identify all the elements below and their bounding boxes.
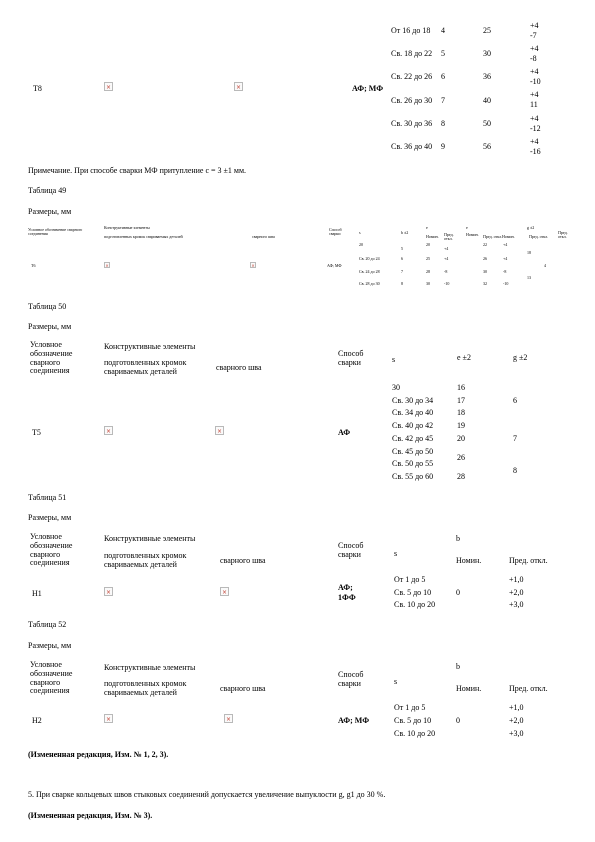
prepared-edges-image: × — [105, 84, 112, 91]
t51-h-b: b — [456, 534, 460, 543]
top-s-1: От 16 до 18 — [391, 26, 431, 35]
t49-b-1: 5 — [401, 246, 403, 251]
t51-h-s: s — [394, 549, 398, 558]
paragraph-5: 5. При сварке кольцевых швов стыковых соединений допускается увеличение выпуклости g, g1 до 30 %. — [28, 790, 386, 799]
top-b-1: 4 — [441, 26, 445, 35]
t49-n-1: 22 — [483, 242, 487, 247]
t50-e-6: 26 — [457, 453, 465, 462]
top-b-2: 5 — [441, 49, 445, 58]
t50-g-1: 6 — [513, 396, 517, 405]
t51-h-weld: сварного шва — [220, 556, 266, 565]
t51-h-method: Способ сварки — [338, 541, 364, 559]
t51-h-designation: Условное обозначение сварного соединения — [30, 532, 73, 568]
t49-b-4: 8 — [401, 281, 403, 286]
t49-s-3: Св. 24 до 28 — [359, 269, 380, 274]
t49-tol-1: +4 — [444, 246, 449, 251]
table-52-title: Таблица 52 — [28, 620, 67, 629]
t49-n-3: 30 — [483, 269, 487, 274]
t50-h-s: s — [392, 355, 396, 364]
t49-b-2: 6 — [401, 256, 403, 261]
t50-e-7: 28 — [457, 472, 465, 481]
top-tol2-2: -8 — [530, 54, 537, 63]
t50-g-3: 8 — [513, 466, 517, 475]
top-e-5: 50 — [483, 119, 491, 128]
table-50-units: Размеры, мм — [28, 322, 72, 331]
t49-h-e: e — [426, 225, 428, 230]
top-tol2-5: -12 — [530, 124, 541, 133]
t49-h-nom1: Номин. — [426, 234, 439, 239]
top-b-6: 9 — [441, 142, 445, 151]
t50-s-2: Св. 30 до 34 — [392, 396, 434, 405]
t49-h-s: s — [359, 230, 361, 235]
t50-h-prepared: подготовленных кромок свариваемых деталей — [104, 358, 187, 376]
t51-prepared-edges-image: × — [105, 589, 112, 596]
table-52-units: Размеры, мм — [28, 641, 72, 650]
t49-m-3: -8 — [503, 269, 507, 274]
top-designation: Т8 — [33, 84, 42, 93]
top-tol1-4: +4 — [530, 90, 539, 99]
t50-e-4: 19 — [457, 421, 465, 430]
t49-s-4: Св. 28 до 30 — [359, 281, 380, 286]
t52-designation: Н2 — [32, 716, 42, 725]
t52-h-b: b — [456, 662, 460, 671]
top-s-6: Св. 36 до 40 — [391, 142, 433, 151]
t51-s-2: Св. 5 до 10 — [394, 588, 432, 597]
t51-designation: Н1 — [32, 589, 42, 598]
t49-h-pred4: Пред. откл. — [558, 230, 568, 240]
t49-s-2: Св. 20 до 24 — [359, 256, 380, 261]
top-b-3: 6 — [441, 72, 445, 81]
t50-g-2: 7 — [513, 434, 517, 443]
t49-m-2: +4 — [503, 256, 508, 261]
t50-s-6: Св. 45 до 50 — [392, 447, 434, 456]
top-tol2-6: -16 — [530, 147, 541, 156]
top-method: АФ; МФ — [352, 84, 384, 93]
t49-e-1: 20 — [426, 242, 430, 247]
t51-h-elements: Конструктивные элементы — [104, 534, 196, 543]
t52-method: АФ; МФ — [338, 716, 370, 725]
t49-h-prepared: подготовленных кромок свариваемых деталей — [104, 234, 183, 239]
t51-h-pred: Пред. откл. — [509, 556, 548, 565]
top-e-3: 36 — [483, 72, 491, 81]
table-51-title: Таблица 51 — [28, 493, 67, 502]
t50-s-4: Св. 40 до 42 — [392, 421, 434, 430]
top-tol1-1: +4 — [530, 21, 539, 30]
t50-prepared-edges-image: × — [105, 428, 112, 435]
t50-weld-seam-image: × — [216, 428, 223, 435]
t51-pred-1: +1,0 — [509, 575, 524, 584]
top-tol2-3: -10 — [530, 77, 541, 86]
t49-e-3: 28 — [426, 269, 430, 274]
top-e-6: 56 — [483, 142, 491, 151]
t49-designation: Т6 — [31, 263, 36, 268]
t49-h-pred1: Пред. откл. — [444, 232, 454, 242]
t50-h-e: e ±2 — [457, 353, 471, 362]
top-tol1-5: +4 — [530, 114, 539, 123]
t49-h-weld: сварного шва — [252, 234, 275, 239]
t49-h-elements: Конструктивные элементы — [104, 225, 150, 230]
t49-weld-seam-image: × — [251, 263, 255, 268]
t52-pred-3: +3,0 — [509, 729, 524, 738]
t49-b-3: 7 — [401, 269, 403, 274]
t50-s-8: Св. 55 до 60 — [392, 472, 434, 481]
t49-method: АФ; МФ — [327, 263, 342, 268]
t50-h-method: Способ сварки — [338, 349, 364, 367]
top-b-5: 8 — [441, 119, 445, 128]
t50-s-3: Св. 34 до 40 — [392, 408, 434, 417]
top-s-3: Св. 22 до 26 — [391, 72, 433, 81]
t49-n-2: 26 — [483, 256, 487, 261]
top-s-2: Св. 18 до 22 — [391, 49, 433, 58]
t52-h-method: Способ сварки — [338, 670, 364, 688]
top-tol1-6: +4 — [530, 137, 539, 146]
top-e-2: 30 — [483, 49, 491, 58]
t49-prepared-edges-image: × — [105, 263, 109, 268]
t52-h-nom: Номин. — [456, 684, 482, 693]
table-49-units: Размеры, мм — [28, 207, 72, 216]
t49-m-4: -10 — [503, 281, 509, 286]
t51-pred-3: +3,0 — [509, 600, 524, 609]
t50-h-g: g ±2 — [513, 353, 528, 362]
t50-h-weld: сварного шва — [216, 363, 262, 372]
note: Примечание. При способе сварки МФ притупление c = 3 ±1 мм. — [28, 166, 247, 175]
t52-h-s: s — [394, 677, 398, 686]
top-s-4: Св. 26 до 30 — [391, 96, 433, 105]
t49-tol-2: +4 — [444, 256, 449, 261]
t52-pred-1: +1,0 — [509, 703, 524, 712]
t49-h-nom3: Номин. — [502, 234, 515, 239]
t49-h-pred3: Пред. откл. — [529, 234, 549, 239]
t49-side-2: 13 — [527, 275, 531, 280]
t50-e-5: 20 — [457, 434, 465, 443]
top-e-4: 40 — [483, 96, 491, 105]
t50-e-3: 18 — [457, 408, 465, 417]
t51-h-prepared: подготовленных кромок свариваемых деталей — [104, 551, 187, 569]
t50-e-1: 16 — [457, 383, 465, 392]
t50-h-designation: Условное обозначение сварного соединения — [30, 340, 73, 376]
t52-h-weld: сварного шва — [220, 684, 266, 693]
t49-e-4: 30 — [426, 281, 430, 286]
t52-h-designation: Условное обозначение сварного соединения — [30, 660, 73, 696]
t52-s-2: Св. 5 до 10 — [394, 716, 432, 725]
top-b-4: 7 — [441, 96, 445, 105]
t51-h-nom: Номин. — [456, 556, 482, 565]
t51-s-1: От 1 до 5 — [394, 575, 426, 584]
t50-s-7: Св. 50 до 55 — [392, 459, 434, 468]
t49-h-pred2: Пред. откл. — [483, 234, 503, 239]
t50-s-1: 30 — [392, 383, 400, 392]
t49-h-e2: e — [466, 225, 468, 230]
t51-weld-seam-image: × — [221, 589, 228, 596]
table-51-units: Размеры, мм — [28, 513, 72, 522]
t51-pred-2: +2,0 — [509, 588, 524, 597]
t52-prepared-edges-image: × — [105, 716, 112, 723]
table-49-title: Таблица 49 — [28, 186, 67, 195]
t49-side-3: 4 — [544, 263, 546, 268]
t52-weld-seam-image: × — [225, 716, 232, 723]
t50-e-2: 17 — [457, 396, 465, 405]
t50-s-5: Св. 42 до 45 — [392, 434, 434, 443]
t50-method: АФ — [338, 428, 351, 437]
t49-h-g: g ±2 — [527, 225, 535, 230]
t49-h-nom2: Номин. — [466, 232, 479, 237]
top-e-1: 25 — [483, 26, 491, 35]
t52-s-1: От 1 до 5 — [394, 703, 426, 712]
t49-h-b: b ±2 — [401, 230, 409, 235]
t49-s-1: 20 — [359, 242, 363, 247]
t52-h-elements: Конструктивные элементы — [104, 663, 196, 672]
t49-tol-3: -8 — [444, 269, 448, 274]
top-tol1-2: +4 — [530, 44, 539, 53]
t49-side-1: 18 — [527, 250, 531, 255]
t50-h-elements: Конструктивные элементы — [104, 342, 196, 351]
t49-e-2: 25 — [426, 256, 430, 261]
t52-h-prepared: подготовленных кромок свариваемых деталей — [104, 679, 187, 697]
top-tol2-4: 11 — [530, 100, 538, 109]
edits-note-2: (Измененная редакция, Изм. № 3). — [28, 811, 153, 820]
t52-pred-2: +2,0 — [509, 716, 524, 725]
t52-nom: 0 — [456, 716, 460, 725]
t49-h-method: Способ сварки — [329, 227, 342, 237]
top-tol1-3: +4 — [530, 67, 539, 76]
t52-h-pred: Пред. откл. — [509, 684, 548, 693]
top-s-5: Св. 30 до 36 — [391, 119, 433, 128]
t49-n-4: 32 — [483, 281, 487, 286]
t50-designation: Т5 — [32, 428, 41, 437]
t51-nom: 0 — [456, 588, 460, 597]
t49-tol-4: -10 — [444, 281, 450, 286]
t51-method: АФ; 1ФФ — [338, 583, 356, 602]
top-tol2-1: -7 — [530, 31, 537, 40]
t49-h-designation: Условное обозначение сварного соединения — [28, 227, 83, 237]
t52-s-3: Св. 10 до 20 — [394, 729, 436, 738]
t51-s-3: Св. 10 до 20 — [394, 600, 436, 609]
t49-m-1: +4 — [503, 242, 508, 247]
weld-seam-image: × — [235, 84, 242, 91]
table-50-title: Таблица 50 — [28, 302, 67, 311]
edits-note-1: (Измененная редакция, Изм. № 1, 2, 3). — [28, 750, 169, 759]
